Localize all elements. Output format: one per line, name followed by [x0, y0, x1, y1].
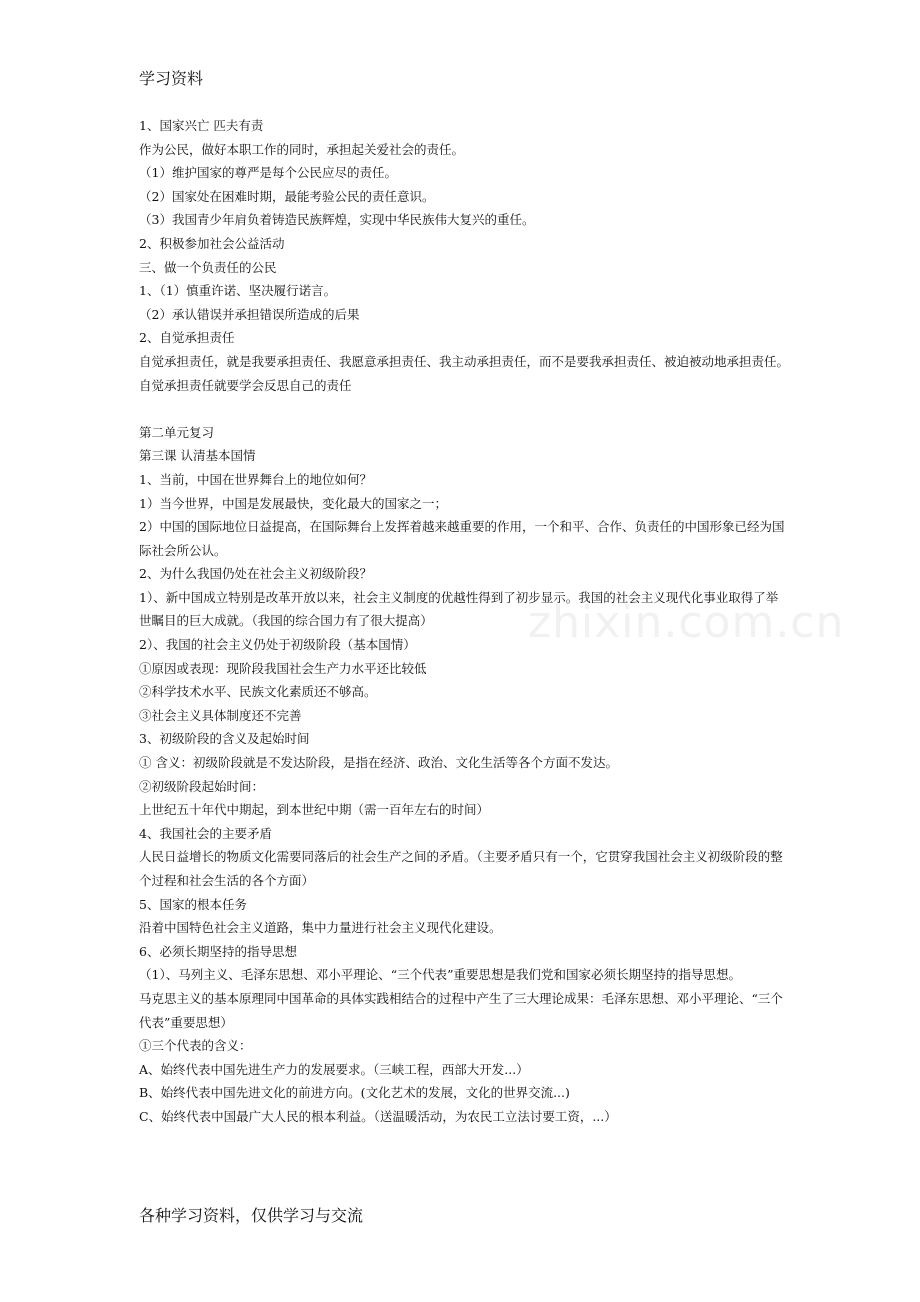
- text-line: ①三个代表的含义：: [139, 1038, 252, 1054]
- text-line: 1、当前，中国在世界舞台上的地位如何？: [139, 471, 372, 487]
- page-footer: 各种学习资料，仅供学习与交流: [139, 1206, 364, 1225]
- text-line: ① 含义：初级阶段就是不发达阶段，是指在经济、政治、文化生活等各个方面不发达。: [139, 755, 618, 771]
- text-paragraph: 2）中国的国际地位日益提高，在国际舞台上发挥着越来越重要的作用，一个和平、合作、负责任的中国形象已经为国际社会所公认。: [139, 519, 785, 558]
- text-line: （3）我国青少年肩负着铸造民族辉煌，实现中华民族伟大复兴的重任。: [139, 212, 535, 228]
- text-line: （1）维护国家的尊严是每个公民应尽的责任。: [139, 165, 397, 181]
- text-line: B、始终代表中国先进文化的前进方向。(文化艺术的发展，文化的世界交流...): [139, 1085, 570, 1101]
- text-line: 1、国家兴亡 匹夫有责: [139, 118, 264, 133]
- text-line: 沿着中国特色社会主义道路，集中力量进行社会主义现代化建设。: [139, 920, 502, 936]
- text-line: ①原因或表现：现阶段我国社会生产力水平还比较低: [139, 660, 427, 676]
- text-line: 上世纪五十年代中期起，到本世纪中期（需一百年左右的时间）: [139, 802, 490, 818]
- text-line: 2、为什么我国仍处在社会主义初级阶段？: [139, 566, 372, 582]
- text-line: 3、初级阶段的含义及起始时间: [139, 731, 310, 747]
- text-line: 2、积极参加社会公益活动: [139, 235, 285, 251]
- text-line: 5、国家的根本任务: [139, 896, 247, 912]
- text-line: 6、必须长期坚持的指导思想: [139, 943, 297, 959]
- text-line: （2）承认错误并承担错误所造成的后果: [139, 306, 360, 322]
- text-line: （2）国家处在困难时期，最能考验公民的责任意识。: [139, 188, 435, 204]
- text-line: 第二单元复习: [139, 424, 215, 440]
- text-paragraph: （1）、马列主义、毛泽东思想、邓小平理论、“三个代表”重要思想是我们党和国家必须长期坚持的指导思想。: [139, 967, 741, 983]
- text-line: 2）、我国的社会主义仍处于初级阶段（基本国情）: [139, 637, 416, 653]
- text-line: 2、自觉承担责任: [139, 330, 235, 346]
- text-line: A、始终代表中国先进生产力的发展要求。（三峡工程，西部大开发...）: [139, 1061, 529, 1077]
- text-paragraph: 1）、新中国成立特别是改革开放以来，社会主义制度的优越性得到了初步显示。我国的社会主义现代化事业取得了举世瞩目的巨大成就。（我国的综合国力有了很大提高）: [139, 589, 779, 629]
- text-paragraph: 人民日益增长的物质文化需要同落后的社会生产之间的矛盾。（主要矛盾只有一个，它贯穿我国社会主义初级阶段的整个过程和社会生活的各个方面）: [139, 849, 783, 888]
- text-line: 1、（1）慎重许诺、坚决履行诺言。: [139, 283, 337, 299]
- text-line: 第三课 认清基本国情: [139, 448, 256, 464]
- page-header: 学习资料: [139, 69, 204, 88]
- text-line: ③社会主义具体制度还不完善: [139, 707, 302, 723]
- text-paragraph: 马克思主义的基本原理同中国革命的具体实践相结合的过程中产生了三大理论成果：毛泽东思想、邓小平理论、“三个代表”重要思想）: [139, 990, 783, 1030]
- document-body: [139, 114, 789, 1129]
- text-line: C、始终代表中国最广大人民的根本利益。（送温暖活动，为农民工立法讨要工资，...）: [139, 1108, 617, 1124]
- text-line: 作为公民，做好本职工作的同时，承担起关爱社会的责任。: [139, 141, 465, 157]
- watermark: zhixin.com.cn: [528, 597, 845, 648]
- text-line: 三、做一个负责任的公民: [139, 259, 277, 275]
- blank-line: [139, 397, 789, 421]
- text-paragraph: 自觉承担责任，就是我要承担责任、我愿意承担责任、我主动承担责任，而不是要我承担责任、被迫被动地承担责任。自觉承担责任就要学会反思自己的责任: [139, 353, 790, 393]
- text-line: 4、我国社会的主要矛盾: [139, 825, 272, 841]
- text-line: 1）当今世界，中国是发展最快，变化最大的国家之一；: [139, 495, 447, 511]
- text-line: ②科学技术水平、民族文化素质还不够高。: [139, 684, 377, 700]
- text-line: ②初级阶段起始时间：: [139, 778, 265, 794]
